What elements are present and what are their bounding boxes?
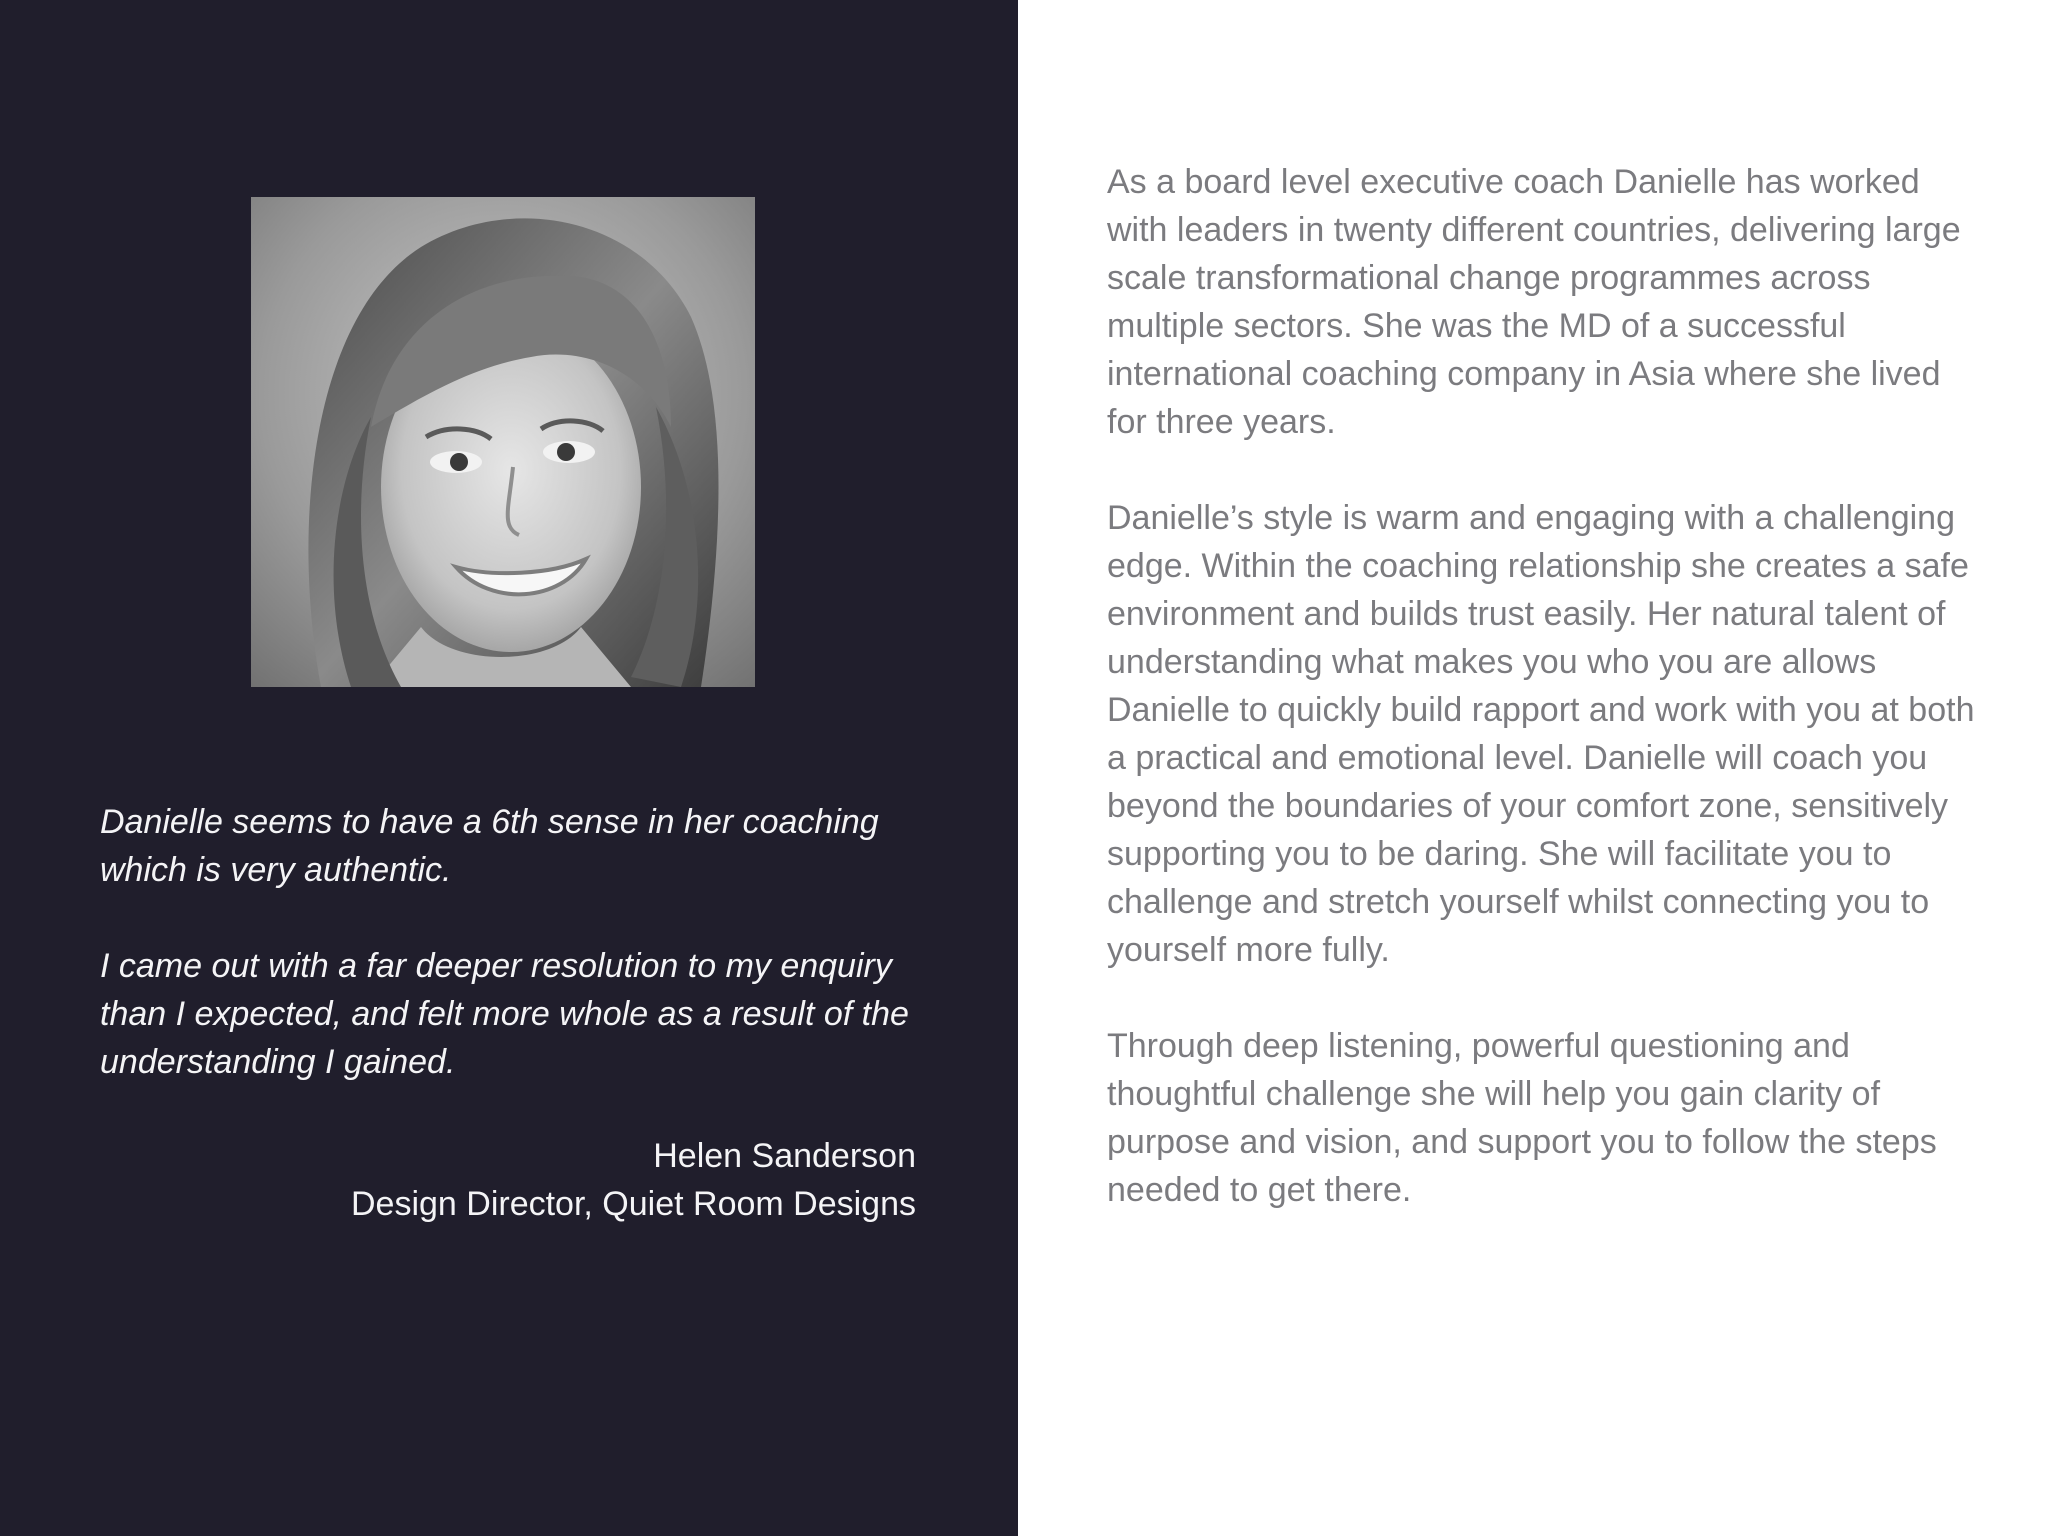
testimonial-quote [100, 798, 930, 1086]
bio-paragraph: Through deep listening, powerful questioning and thoughtful challenge she will help you gain clarity of purpose and vision, and support you to follow the steps needed to get there. [1107, 1027, 1937, 1209]
bio-paragraph: Danielle’s style is warm and engaging with a challenging edge. Within the coaching relationship she creates a safe environment and builds trust easily. Her natural talent of understanding what makes you who you are allows Danielle to quickly build rapport and work with you at both a practical and emotional level. Danielle will coach you beyond the boundaries of your comfort zone, sensitively supporting you to be daring. She will facilitate you to challenge and stretch yourself whilst connecting you to yourself more fully. [1107, 499, 1975, 969]
portrait-illustration [251, 197, 755, 687]
author-title: Design Director, Quiet Room Designs [350, 1185, 916, 1223]
quote-paragraph: Danielle seems to have a 6th sense in her coaching which is very authentic. [100, 803, 879, 889]
left-panel [0, 0, 1018, 1536]
testimonial-attribution [100, 1132, 916, 1228]
quote-paragraph: I came out with a far deeper resolution to my enquiry than I expected, and felt more whole as a result of the understanding I gained. [100, 947, 909, 1081]
portrait-photo [251, 197, 755, 687]
right-panel [1018, 0, 2048, 1536]
bio-paragraph: As a board level executive coach Danielle has worked with leaders in twenty different countries, delivering large scale transformational change programmes across multiple sectors. She was the MD of a successful international coaching company in Asia where she lived for three years. [1107, 163, 1961, 441]
bio-text [1107, 158, 1987, 1214]
author-name: Helen Sanderson [653, 1137, 916, 1175]
